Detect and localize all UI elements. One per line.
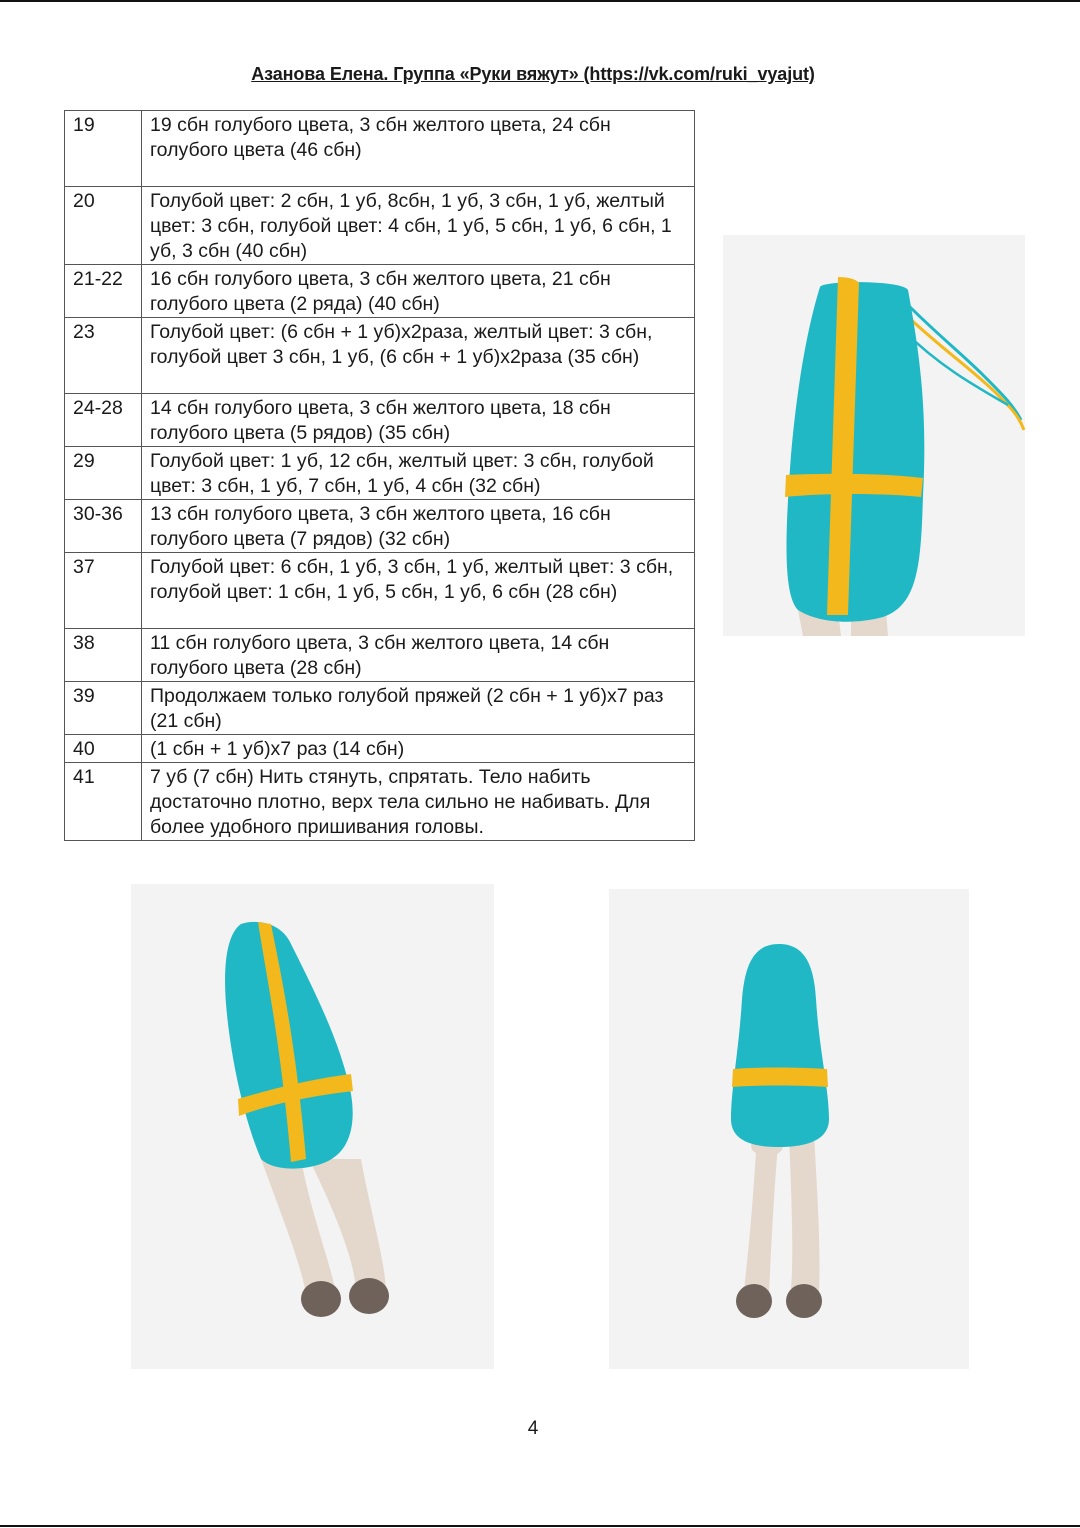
table-row <box>65 187 695 265</box>
table-row <box>65 500 695 553</box>
row-number: 29 <box>65 447 142 500</box>
page-number: 4 <box>527 1418 539 1439</box>
row-instructions: 19 сбн голубого цвета, 3 сбн желтого цвета, 24 сбн голубого цвета (46 сбн) <box>142 111 695 187</box>
row-number: 40 <box>65 735 142 763</box>
row-instructions: Голубой цвет: 2 сбн, 1 уб, 8сбн, 1 уб, 3 сбн, 1 уб, желтый цвет: 3 сбн, голубой цвет: 4 сбн, 1 уб, 5 сбн, 1 уб, 6 сбн, 1 уб, 3 сбн (40 сбн) <box>142 187 695 265</box>
row-number: 37 <box>65 553 142 629</box>
author-header: Азанова Елена. Группа «Руки вяжут» (https://vk.com/ruki_vyajut) <box>251 64 815 84</box>
row-number: 30-36 <box>65 500 142 553</box>
table-row <box>65 553 695 629</box>
page-bottom-edge <box>0 1525 1080 1527</box>
page-top-edge <box>0 0 1080 2</box>
row-instructions: 11 сбн голубого цвета, 3 сбн желтого цвета, 14 сбн голубого цвета (28 сбн) <box>142 629 695 682</box>
table-row <box>65 629 695 682</box>
row-instructions: 13 сбн голубого цвета, 3 сбн желтого цвета, 16 сбн голубого цвета (7 рядов) (32 сбн) <box>142 500 695 553</box>
row-instructions: Продолжаем только голубой пряжей (2 сбн + 1 уб)х7 раз (21 сбн) <box>142 682 695 735</box>
pattern-table <box>64 110 695 841</box>
row-instructions: Голубой цвет: 1 уб, 12 сбн, желтый цвет: 3 сбн, голубой цвет: 3 сбн, 1 уб, 7 сбн, 1 уб, 4 сбн (32 сбн) <box>142 447 695 500</box>
table-row <box>65 763 695 841</box>
row-number: 21-22 <box>65 265 142 318</box>
photo-body-top <box>723 235 1025 636</box>
row-instructions: 7 уб (7 сбн) Нить стянуть, спрятать. Тело набить достаточно плотно, верх тела сильно не набивать. Для более удобного пришивания головы. <box>142 763 695 841</box>
table-row <box>65 394 695 447</box>
row-instructions: 16 сбн голубого цвета, 3 сбн желтого цвета, 21 сбн голубого цвета (2 ряда) (40 сбн) <box>142 265 695 318</box>
row-number: 23 <box>65 318 142 394</box>
table-row <box>65 265 695 318</box>
row-instructions: Голубой цвет: (6 сбн + 1 уб)х2раза, желтый цвет: 3 сбн, голубой цвет 3 сбн, 1 уб, (6 сбн + 1 уб)х2раза (35 сбн) <box>142 318 695 394</box>
table-row <box>65 682 695 735</box>
table-row <box>65 318 695 394</box>
row-instructions: 14 сбн голубого цвета, 3 сбн желтого цвета, 18 сбн голубого цвета (5 рядов) (35 сбн) <box>142 394 695 447</box>
row-number: 38 <box>65 629 142 682</box>
row-instructions: Голубой цвет: 6 сбн, 1 уб, 3 сбн, 1 уб, желтый цвет: 3 сбн, голубой цвет: 1 сбн, 1 уб, 5 сбн, 1 уб, 6 сбн (28 сбн) <box>142 553 695 629</box>
row-instructions: (1 сбн + 1 уб)х7 раз (14 сбн) <box>142 735 695 763</box>
table-row <box>65 447 695 500</box>
photo-body-front <box>131 884 494 1369</box>
photo-body-side <box>609 889 969 1369</box>
table-row <box>65 735 695 763</box>
row-number: 39 <box>65 682 142 735</box>
row-number: 19 <box>65 111 142 187</box>
row-number: 24-28 <box>65 394 142 447</box>
row-number: 20 <box>65 187 142 265</box>
table-row <box>65 111 695 187</box>
row-number: 41 <box>65 763 142 841</box>
